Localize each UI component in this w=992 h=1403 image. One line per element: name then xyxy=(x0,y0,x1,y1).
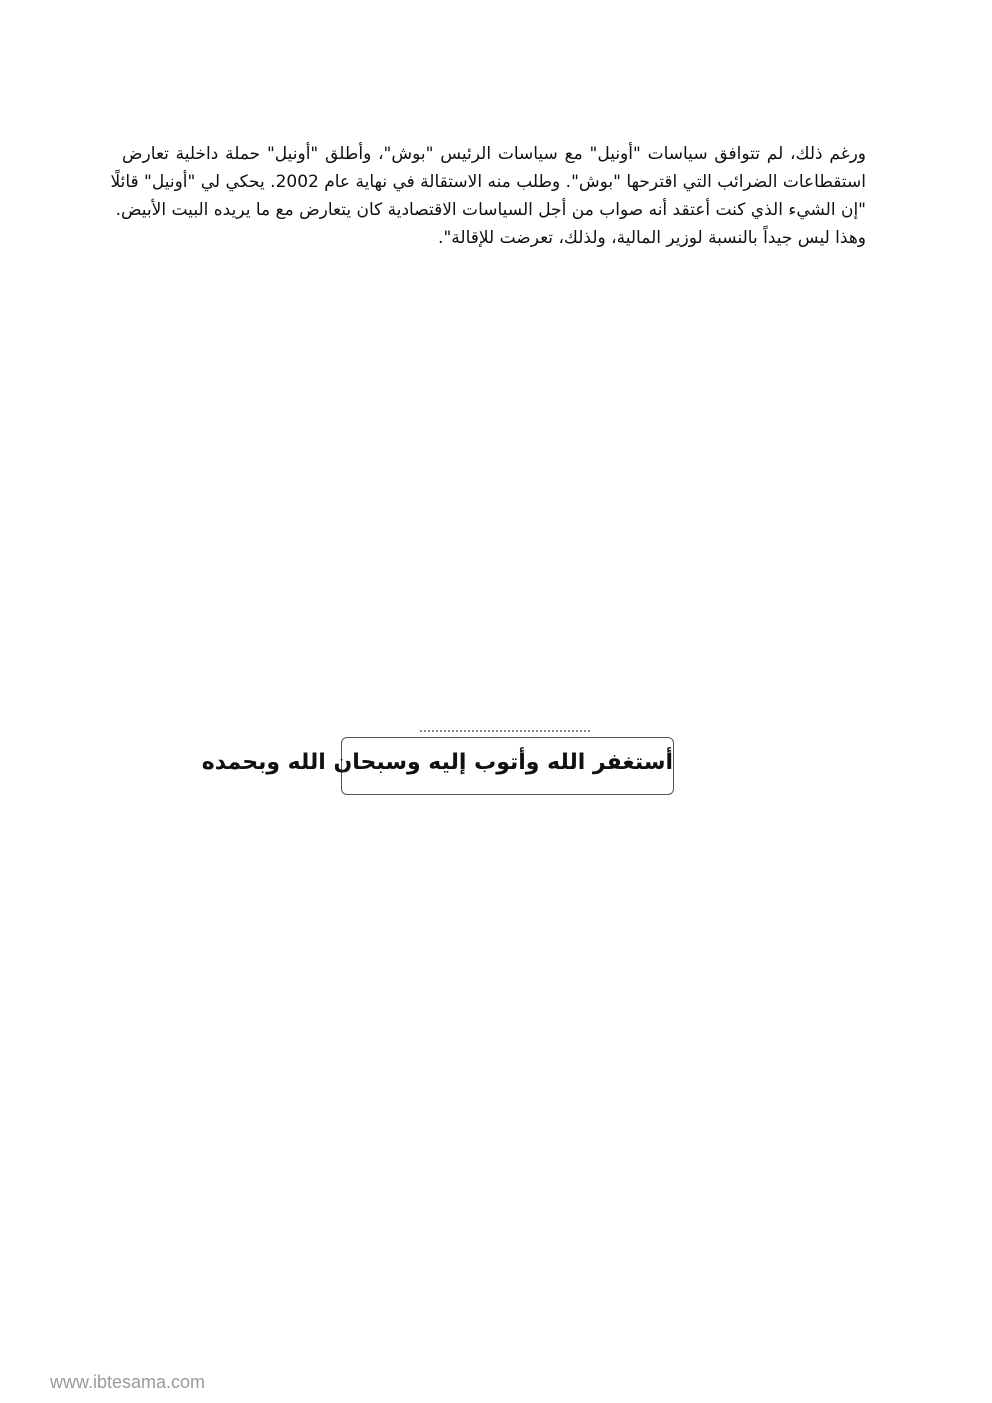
site-watermark: www.ibtesama.com xyxy=(50,1372,206,1392)
body-paragraph xyxy=(110,140,866,252)
dhikr-text: أستغفر الله وأتوب إليه وسبحان الله وبحمده xyxy=(201,750,673,775)
paragraph-line: ورغم ذلك، لم تتوافق سياسات "أونيل" مع سياسات الرئيس "بوش"، وأطلق "أونيل" حملة داخلية تعارض xyxy=(122,144,866,164)
paragraph-line: وهذا ليس جيداً بالنسبة لوزير المالية، ولذلك، تعرضت للإقالة". xyxy=(438,228,866,248)
paragraph-line: "إن الشيء الذي كنت أعتقد أنه صواب من أجل السياسات الاقتصادية كان يتعارض مع ما يريده البيت الأبيض. xyxy=(115,200,866,220)
dhikr-frame xyxy=(201,737,674,795)
paragraph-line: استقطاعات الضرائب التي اقترحها "بوش". وطلب منه الاستقالة في نهاية عام 2002. يحكي لي "أونيل" قائلًا xyxy=(110,172,866,192)
frame-ornament-dots xyxy=(420,730,590,732)
